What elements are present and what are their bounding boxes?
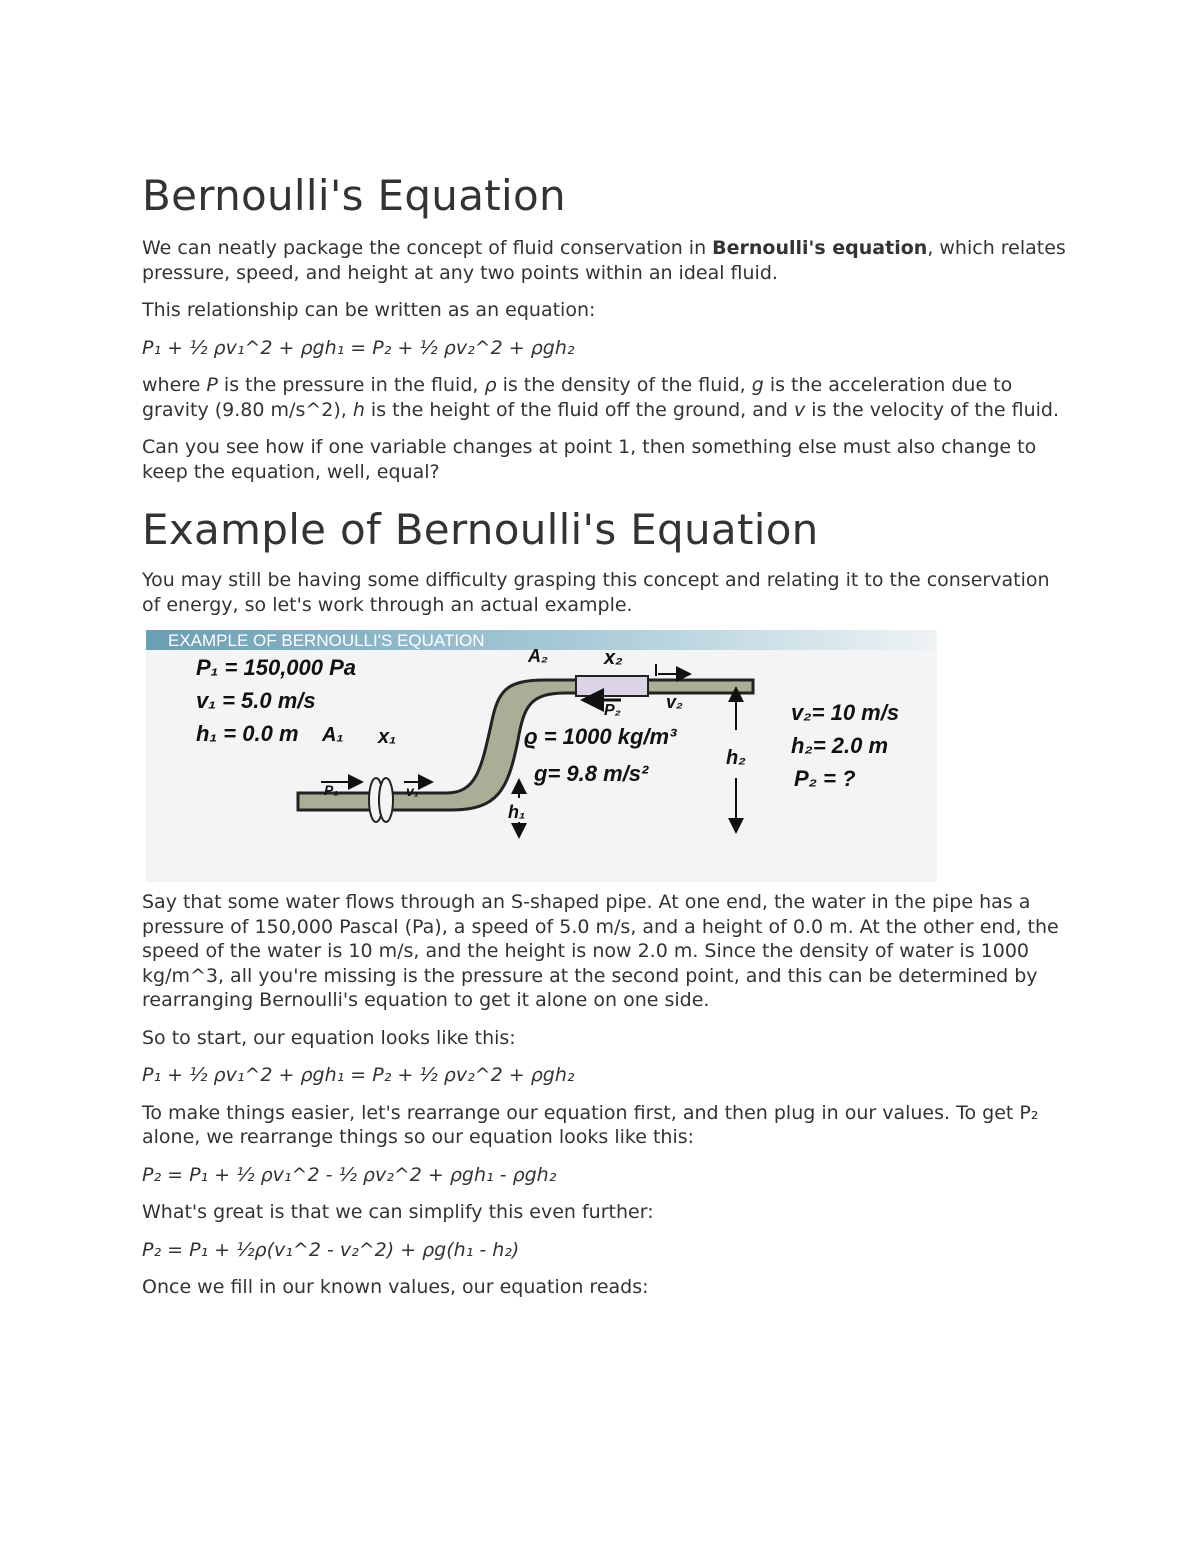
p1-value-label: P₁ = 150,000 Pa bbox=[196, 655, 357, 680]
heading-bernoullis-equation: Bernoulli's Equation bbox=[142, 171, 566, 220]
document-page bbox=[142, 170, 1067, 1313]
piston-1b bbox=[379, 778, 393, 822]
once-we-paragraph: Once we fill in our known values, our equation reads: bbox=[142, 1276, 649, 1298]
v1-value-label: v₁ = 5.0 m/s bbox=[196, 688, 316, 713]
v2-value-label: v₂= 10 m/s bbox=[791, 700, 900, 725]
h2-value-label: h₂= 2.0 m bbox=[791, 733, 889, 758]
where-text-2: is the pressure in the fluid, bbox=[217, 374, 485, 396]
x1-label: x₁ bbox=[378, 726, 397, 748]
where-var-h: h bbox=[352, 398, 365, 421]
to-make-paragraph: To make things easier, let's rearrange our equation first, and then plug in our values. To get P₂ alone, we rearrange things so our equation looks like this: bbox=[142, 1101, 1039, 1148]
where-text-5: is the height of the fluid off the ground, and bbox=[364, 398, 794, 421]
h1-marker-label: h₁ bbox=[508, 802, 526, 822]
equation-rearranged: P₂ = P₁ + ½ ρv₁^2 - ½ ρv₂^2 + ρgh₁ - ρgh₂ bbox=[142, 1163, 557, 1186]
can-you-see-paragraph: Can you see how if one variable changes at point 1, then something else must also change to keep the equation, well, equal? bbox=[142, 436, 1037, 483]
p2-value-label: P₂ = ? bbox=[794, 766, 856, 791]
intro-bold-term: Bernoulli's equation bbox=[712, 237, 928, 259]
a2-label: A₂ bbox=[528, 646, 548, 666]
intro-text-before: We can neatly package the concept of fluid conservation in bbox=[142, 237, 713, 259]
where-paragraph bbox=[142, 373, 1067, 422]
say-that-paragraph: Say that some water flows through an S-shaped pipe. At one end, the water in the pipe has a pressure of 150,000 Pascal (Pa), a speed of 5.0 m/s, and a height of 0.0 m. At the other end, the speed of the water is 10 m/s, and the height is now 2.0 m. Since the density of water is 1000 kg/m^3, all you're missing is the pressure at the second point, and this can be determined by rearranging Bernoulli's equation to get it alone on one side. bbox=[142, 891, 1059, 1011]
intro-text-after: , which relates pressure, speed, and height at any two points within an ideal fluid. bbox=[142, 237, 1066, 284]
density-label: ϱ = 1000 kg/m³ bbox=[524, 724, 677, 749]
so-to-start-paragraph: So to start, our equation looks like this: bbox=[142, 1026, 516, 1049]
still-having-paragraph: You may still be having some difficulty grasping this concept and relating it to the conservation of energy, so let's work through an actual example. bbox=[142, 569, 1050, 616]
where-text-6: is the velocity of the fluid. bbox=[805, 398, 1059, 421]
gravity-label: g= 9.8 m/s² bbox=[534, 761, 649, 786]
whats-great-paragraph: What's great is that we can simplify this even further: bbox=[142, 1201, 654, 1223]
plug-2 bbox=[576, 676, 648, 696]
equation-start: P₁ + ½ ρv₁^2 + ρgh₁ = P₂ + ½ ρv₂^2 + ρgh₂ bbox=[142, 1064, 575, 1086]
a1-label: A₁ bbox=[322, 724, 344, 746]
v1-arrow-label: v₁ bbox=[406, 783, 419, 799]
equation-main: P₁ + ½ ρv₁^2 + ρgh₁ = P₂ + ½ ρv₂^2 + ρgh₂ bbox=[142, 336, 575, 359]
bernoulli-example-figure bbox=[146, 630, 937, 882]
p2-arrow-label: P₂ bbox=[604, 702, 621, 719]
where-var-p: P bbox=[206, 374, 218, 396]
relationship-paragraph: This relationship can be written as an equation: bbox=[142, 299, 596, 321]
equation-simplified: P₂ = P₁ + ½ρ(v₁^2 - v₂^2) + ρg(h₁ - h₂) bbox=[142, 1238, 520, 1261]
x2-label: x₂ bbox=[604, 647, 623, 669]
heading-example: Example of Bernoulli's Equation bbox=[142, 505, 819, 554]
h2-marker-label: h₂ bbox=[726, 747, 746, 769]
intro-paragraph bbox=[142, 236, 1067, 285]
where-var-rho: ρ bbox=[484, 374, 497, 396]
where-var-g: g bbox=[751, 374, 764, 396]
p1-arrow-label: P₁ bbox=[324, 782, 339, 798]
h1-value-label: h₁ = 0.0 m bbox=[196, 721, 299, 746]
v2-arrow-label: v₂ bbox=[666, 692, 683, 712]
where-text-1: where bbox=[142, 374, 207, 396]
where-text-3: is the density of the fluid, bbox=[496, 374, 752, 396]
where-var-v: v bbox=[794, 398, 806, 421]
where-text-4: is the acceleration due to gravity (9.80 m/s^2), bbox=[142, 374, 1013, 421]
figure-svg bbox=[146, 630, 937, 882]
figure-banner-title: EXAMPLE OF BERNOULLI'S EQUATION bbox=[168, 631, 485, 650]
